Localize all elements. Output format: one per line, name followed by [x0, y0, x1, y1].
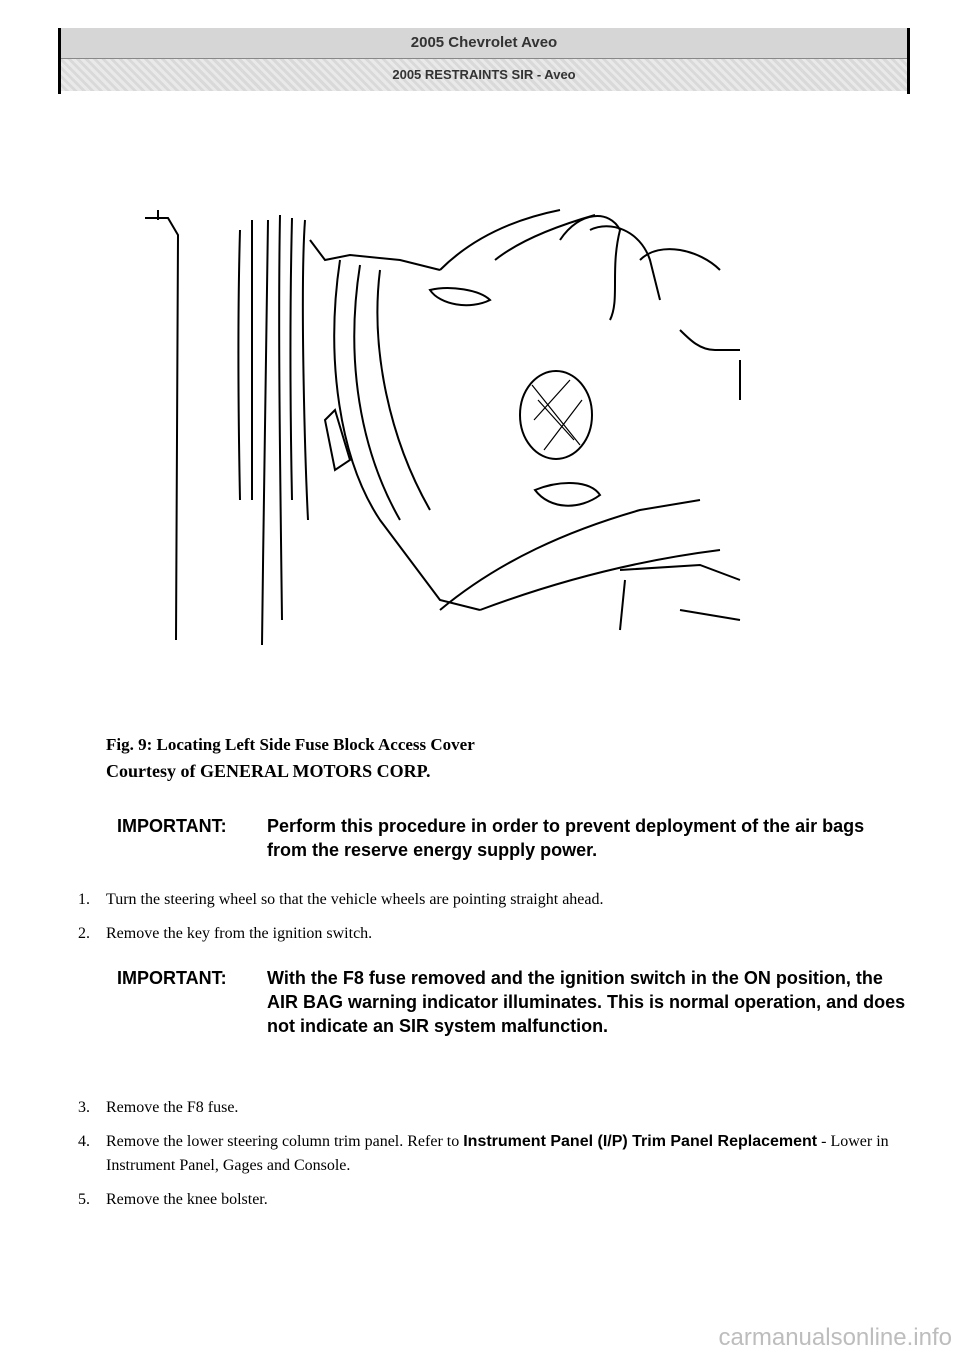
document-subtitle: 2005 RESTRAINTS SIR - Aveo [61, 59, 907, 91]
fuse-block-access-cover-illustration [140, 200, 760, 660]
step-text-post: - Lower in Instrument Panel, Gages and Console. [106, 1133, 889, 1174]
important-label: IMPORTANT: [117, 816, 227, 836]
important-text: Perform this procedure in order to prevent deployment of the air bags from the reserve energy supply power. [267, 816, 865, 860]
step-text: Turn the steering wheel so that the vehicle wheels are pointing straight ahead. [106, 891, 604, 908]
step-number: 2. [78, 925, 90, 942]
step-5 [78, 1188, 898, 1212]
figure-caption [106, 732, 475, 784]
instrument-panel-trim-link[interactable]: Instrument Panel (I/P) Trim Panel Replacement [463, 1133, 818, 1150]
step-text: Remove the key from the ignition switch. [106, 925, 373, 942]
important-text: With the F8 fuse removed and the ignition switch in the ON position, the AIR BAG warning indicator illuminates. This is normal operation, and does not indicate an SIR system malfunction. [267, 968, 906, 1036]
step-2 [78, 922, 898, 946]
important-label: IMPORTANT: [117, 968, 227, 988]
step-number: 3. [78, 1099, 90, 1116]
watermark: carmanualsonline.info [718, 1324, 952, 1351]
document-title: 2005 Chevrolet Aveo [61, 28, 907, 59]
step-text: Remove the F8 fuse. [106, 1099, 239, 1116]
step-number: 4. [78, 1133, 90, 1150]
step-number: 1. [78, 891, 90, 908]
figure-title: Fig. 9: Locating Left Side Fuse Block Access Cover [106, 735, 475, 754]
step-text [106, 1130, 896, 1178]
figure-courtesy: Courtesy of GENERAL MOTORS CORP. [106, 761, 431, 781]
step-text: Remove the knee bolster. [106, 1191, 268, 1208]
step-4 [78, 1130, 898, 1178]
page-header [58, 28, 910, 94]
important-note-2 [117, 966, 917, 1038]
step-number: 5. [78, 1191, 90, 1208]
step-1 [78, 888, 898, 912]
step-text-pre: Remove the lower steering column trim panel. Refer to [106, 1133, 464, 1150]
important-note-1 [117, 814, 917, 862]
step-3 [78, 1096, 898, 1120]
